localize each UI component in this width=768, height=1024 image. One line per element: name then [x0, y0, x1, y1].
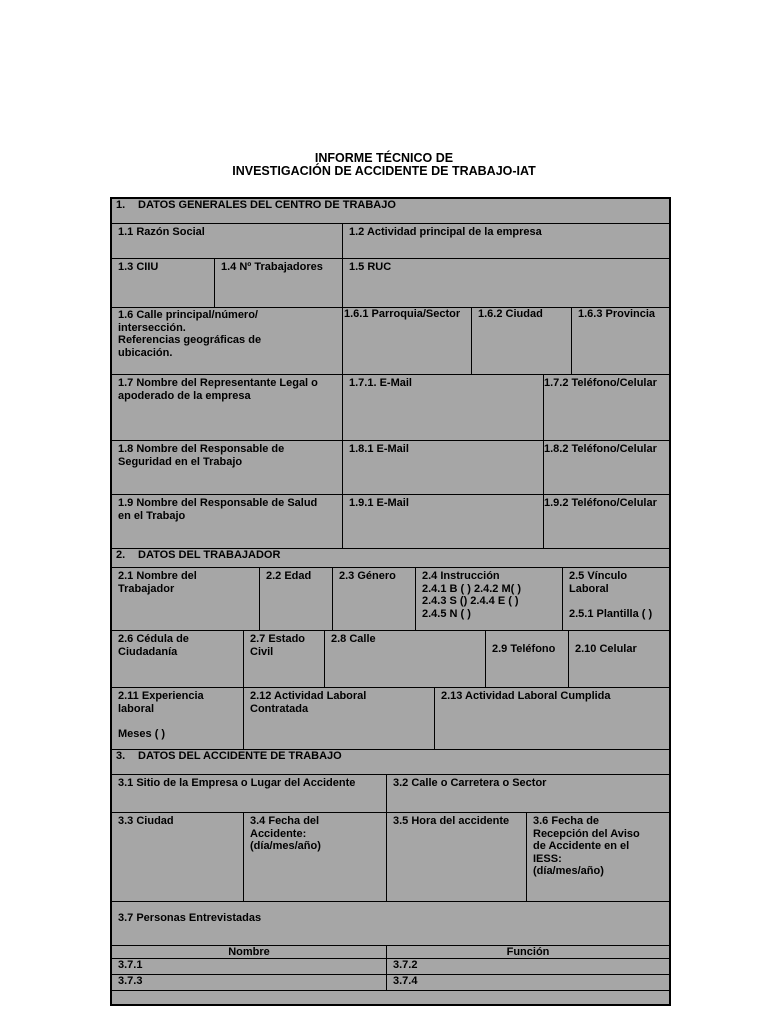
- field-fecha-accidente[interactable]: 3.4 Fecha del Accidente: (día/mes/año): [243, 812, 387, 902]
- field-actividad-principal[interactable]: 1.2 Actividad principal de la empresa: [342, 223, 670, 259]
- column-header-nombre: Nombre: [111, 945, 387, 959]
- field-nombre-trabajador[interactable]: 2.1 Nombre del Trabajador: [111, 567, 260, 631]
- section-3-heading: DATOS DEL ACCIDENTE DE TRABAJO: [138, 750, 342, 762]
- field-vinculo-laboral[interactable]: 2.5 Vínculo Laboral 2.5.1 Plantilla ( ): [562, 567, 670, 631]
- iat-form: [110, 197, 671, 1006]
- interviewee-name-row-1[interactable]: 3.7.1: [111, 958, 387, 975]
- field-telefono-trabajador[interactable]: 2.9 Teléfono: [485, 630, 569, 688]
- field-numero-trabajadores[interactable]: 1.4 Nº Trabajadores: [214, 258, 343, 308]
- field-email-representante[interactable]: 1.7.1. E-Mail: [342, 374, 544, 441]
- section-1-header: [111, 198, 670, 224]
- form-footer-row: [111, 990, 670, 1005]
- field-parroquia-sector[interactable]: 1.6.1 Parroquia/Sector: [342, 307, 472, 375]
- field-telefono-salud[interactable]: 1.9.2 Teléfono/Celular: [543, 494, 670, 549]
- field-hora-accidente[interactable]: 3.5 Hora del accidente: [386, 812, 527, 902]
- field-fecha-recepcion-aviso[interactable]: 3.6 Fecha de Recepción del Aviso de Accidente en el IESS: (día/mes/año): [526, 812, 670, 902]
- field-instruccion[interactable]: 2.4 Instrucción 2.4.1 B ( ) 2.4.2 M( ) 2.4.3 S () 2.4.4 E ( ) 2.4.5 N ( ): [415, 567, 563, 631]
- field-email-salud[interactable]: 1.9.1 E-Mail: [342, 494, 544, 549]
- field-celular-trabajador[interactable]: 2.10 Celular: [568, 630, 670, 688]
- section-2-heading: DATOS DEL TRABAJADOR: [138, 549, 281, 561]
- field-estado-civil[interactable]: 2.7 Estado Civil: [243, 630, 325, 688]
- field-telefono-representante[interactable]: 1.7.2 Teléfono/Celular: [543, 374, 670, 441]
- field-responsable-seguridad[interactable]: 1.8 Nombre del Responsable de Seguridad en el Trabajo: [111, 440, 343, 495]
- interviewee-name-row-2[interactable]: 3.7.3: [111, 974, 387, 991]
- field-calle-accidente[interactable]: 3.2 Calle o Carretera o Sector: [386, 774, 670, 813]
- field-telefono-seguridad[interactable]: 1.8.2 Teléfono/Celular: [543, 440, 670, 495]
- field-representante-legal[interactable]: 1.7 Nombre del Representante Legal o apoderado de la empresa: [111, 374, 343, 441]
- field-ciiu[interactable]: 1.3 CIIU: [111, 258, 215, 308]
- section-1-number: 1.: [116, 199, 126, 211]
- document-title-line-2: INVESTIGACIÓN DE ACCIDENTE DE TRABAJO-IAT: [232, 164, 536, 178]
- field-ruc[interactable]: 1.5 RUC: [342, 258, 670, 308]
- field-provincia[interactable]: 1.6.3 Provincia: [571, 307, 670, 375]
- section-3-header: [111, 749, 670, 775]
- section-1-heading: DATOS GENERALES DEL CENTRO DE TRABAJO: [138, 199, 396, 211]
- field-ciudad-accidente[interactable]: 3.3 Ciudad: [111, 812, 244, 902]
- field-ciudad[interactable]: 1.6.2 Ciudad: [471, 307, 572, 375]
- field-experiencia-laboral[interactable]: 2.11 Experiencia laboral Meses ( ): [111, 687, 244, 750]
- column-header-funcion: Función: [386, 945, 670, 959]
- field-responsable-salud[interactable]: 1.9 Nombre del Responsable de Salud en el Trabajo: [111, 494, 343, 549]
- field-calle-trabajador[interactable]: 2.8 Calle: [324, 630, 486, 688]
- interviewee-role-row-1[interactable]: 3.7.2: [386, 958, 670, 975]
- section-3-number: 3.: [116, 750, 126, 762]
- field-calle-principal[interactable]: 1.6 Calle principal/número/ intersección. Referencias geográficas de ubicación.: [111, 307, 343, 375]
- document-title-line-1: INFORME TÉCNICO DE: [314, 151, 454, 165]
- field-razon-social[interactable]: 1.1 Razón Social: [111, 223, 343, 259]
- field-actividad-cumplida[interactable]: 2.13 Actividad Laboral Cumplida: [434, 687, 670, 750]
- field-genero[interactable]: 2.3 Género: [332, 567, 416, 631]
- field-personas-entrevistadas: 3.7 Personas Entrevistadas: [111, 901, 670, 946]
- field-email-seguridad[interactable]: 1.8.1 E-Mail: [342, 440, 544, 495]
- field-edad[interactable]: 2.2 Edad: [259, 567, 333, 631]
- section-2-header: [111, 548, 670, 568]
- field-cedula[interactable]: 2.6 Cédula de Ciudadanía: [111, 630, 244, 688]
- section-2-number: 2.: [116, 549, 126, 561]
- field-actividad-contratada[interactable]: 2.12 Actividad Laboral Contratada: [243, 687, 435, 750]
- field-sitio-accidente[interactable]: 3.1 Sitio de la Empresa o Lugar del Accidente: [111, 774, 387, 813]
- interviewee-role-row-2[interactable]: 3.7.4: [386, 974, 670, 991]
